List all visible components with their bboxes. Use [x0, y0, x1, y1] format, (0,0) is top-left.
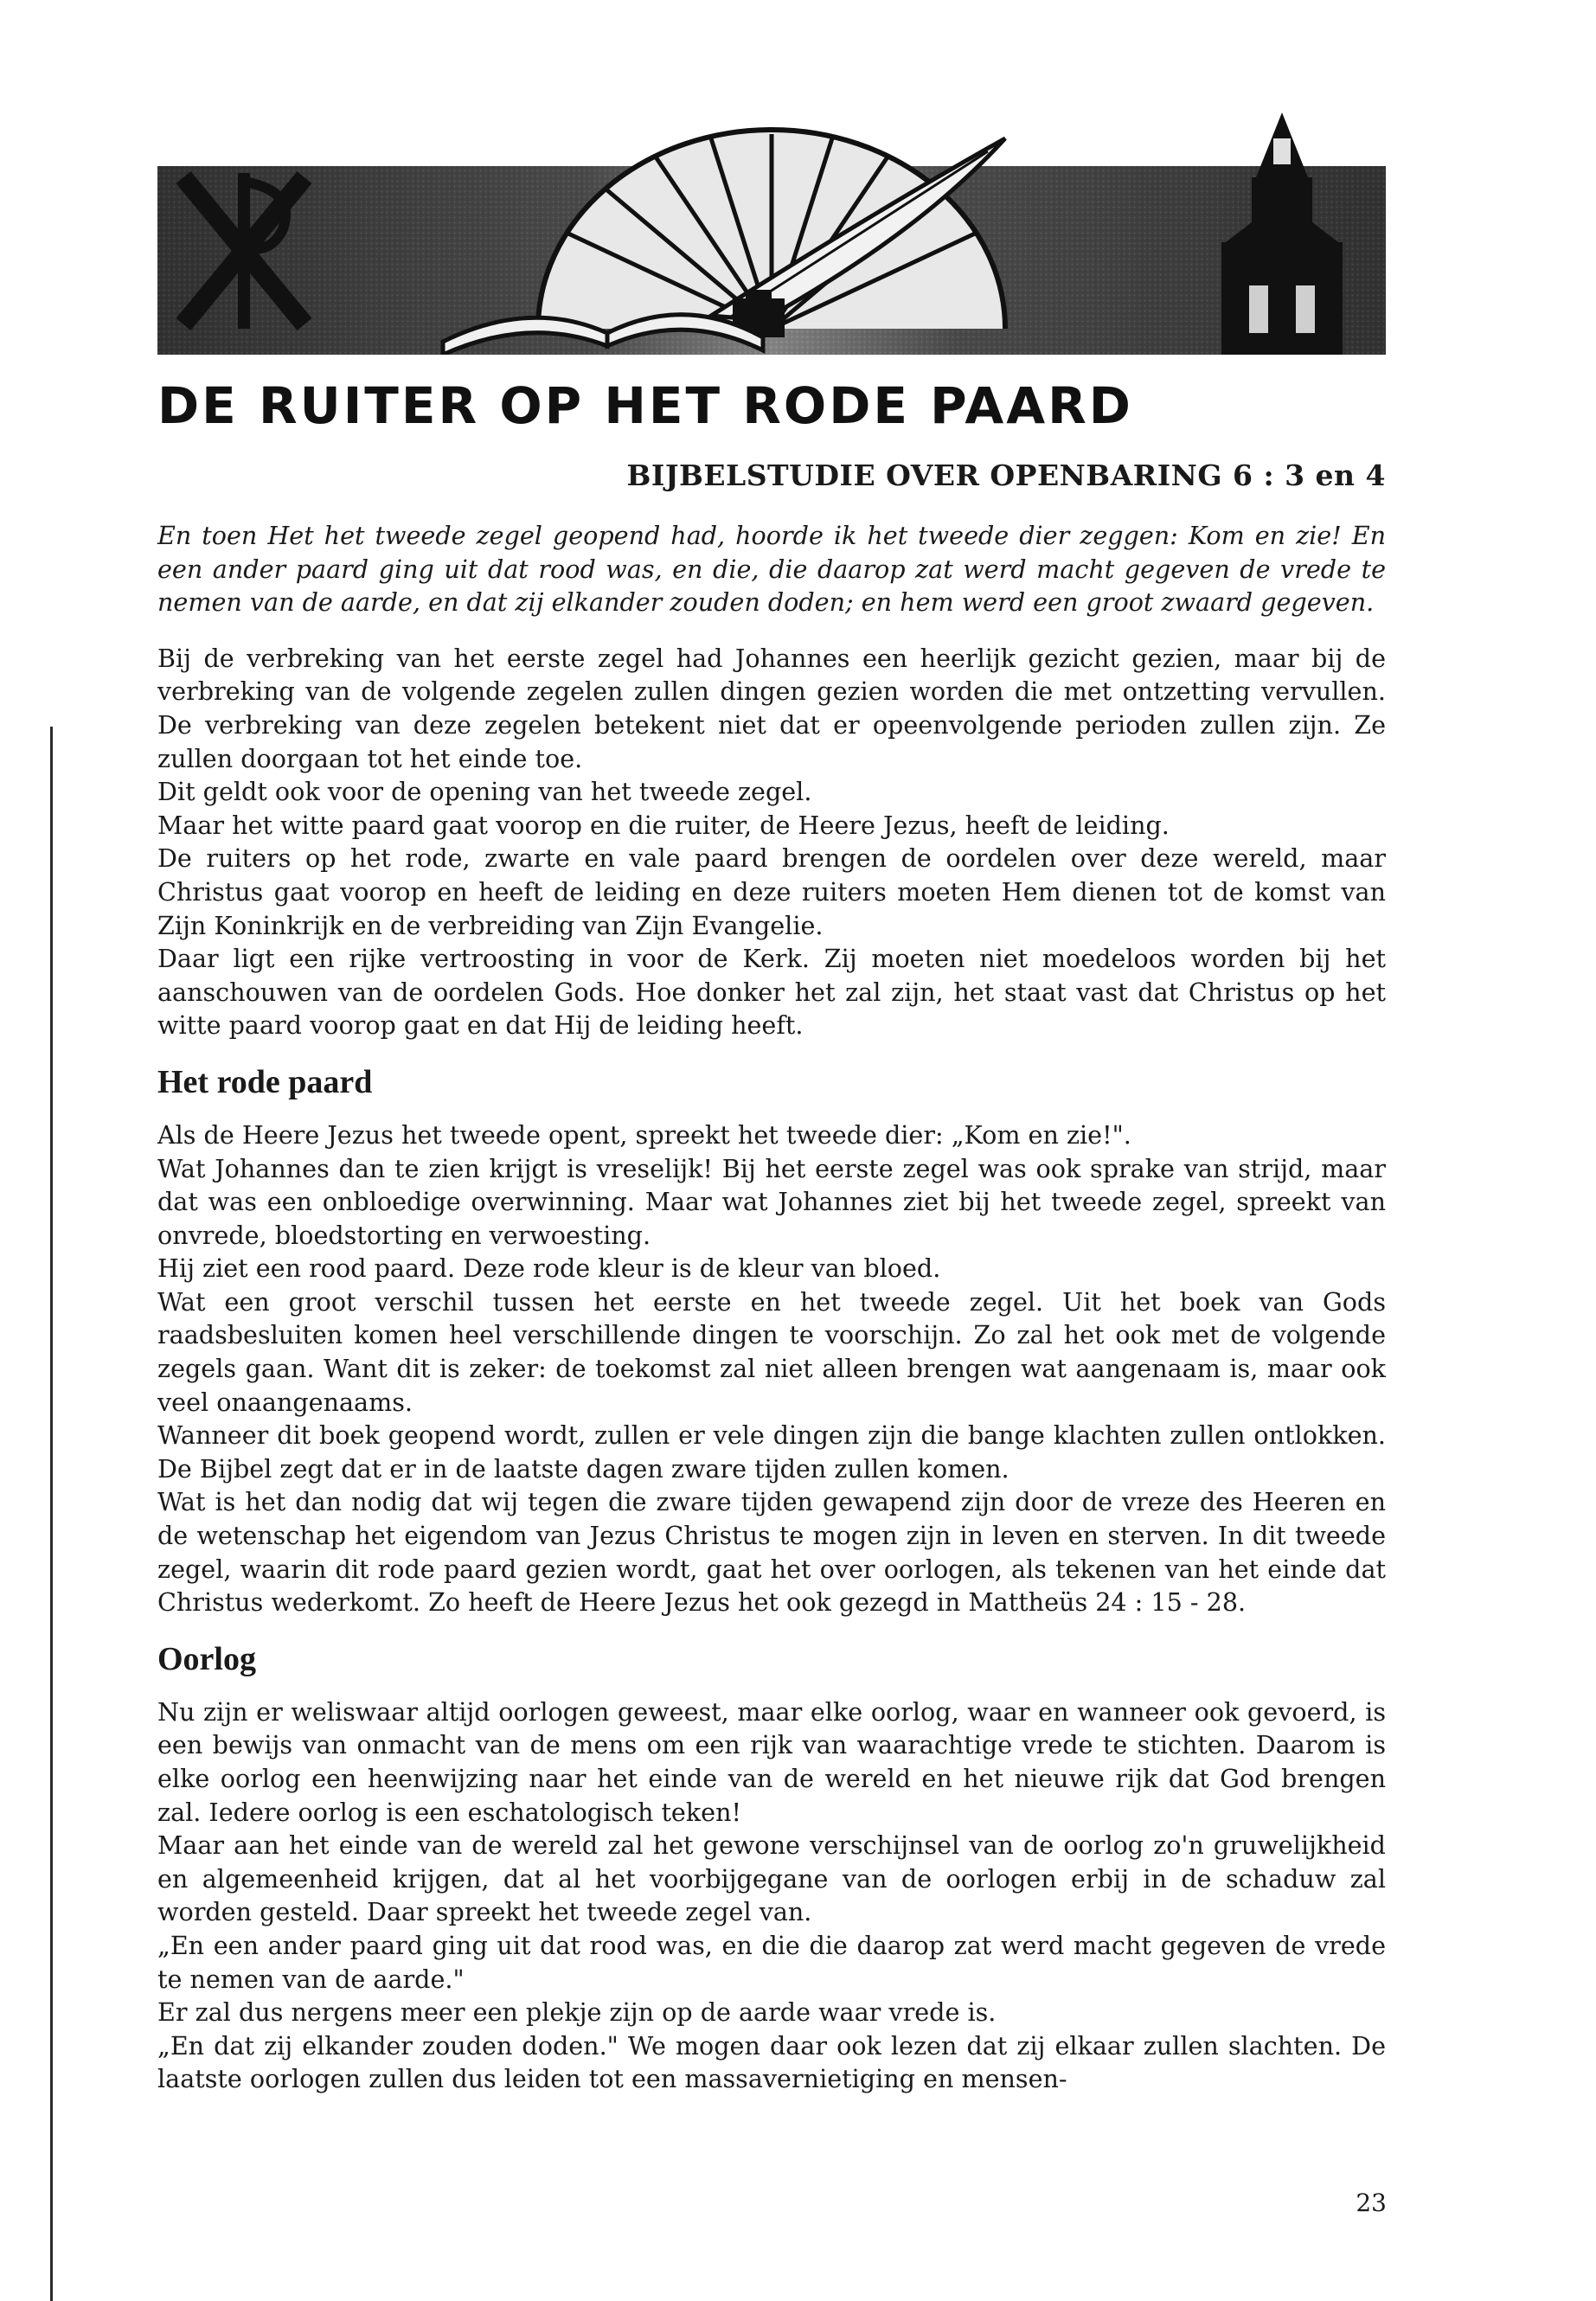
paragraph: Bij de verbreking van het eerste zegel had Johannes een heerlijk gezicht gezien, maar bij de verbreking van de volgende zegelen zullen dingen gezien worden die met ontzetting vervullen. De verbreking van deze zegelen betekent niet dat er opeenvolgende perioden zullen zijn. Ze zullen doorgaan tot het einde toe.: [157, 643, 1386, 773]
paragraph: Dit geldt ook voor de opening van het tweede zegel.: [157, 777, 812, 807]
paragraph: Maar aan het einde van de wereld zal het gewone verschijnsel van de oorlog zo'n gruwelijkheid en algemeenheid krijgen, dat al het voorbijgegane van de oorlogen erbij in de schaduw zal worden gesteld. Daar spreekt het tweede zegel van.: [157, 1830, 1386, 1927]
paragraph: Er zal dus nergens meer een plekje zijn op de aarde waar vrede is.: [157, 1997, 997, 2028]
page-number: 23: [1356, 2189, 1387, 2217]
church-icon: [1221, 112, 1343, 355]
paragraph: Wat een groot verschil tussen het eerste en het tweede zegel. Uit het boek van Gods raadsbesluiten komen heel verschillende dingen te voorschijn. Zo zal het ook met de volgende zegels gaan. Want dit is zeker: de toekomst zal niet alleen brengen wat aangenaam is, maar ook veel onaangenaams.: [157, 1286, 1386, 1417]
page-edge-rule: [50, 727, 53, 2301]
paragraph: Wat is het dan nodig dat wij tegen die zware tijden gewapend zijn door de vreze des Heeren en de wetenschap het eigendom van Jezus Christus te mogen zijn in leven en sterven. In dit tweede zegel, waarin dit rode paard gezien wordt, gaat het over oorlogen, als tekenen van het einde dat Christus wederkomt. Zo heeft de Heere Jezus het ook gezegd in Mattheüs 24 : 15 - 28.: [157, 1487, 1386, 1618]
paragraph: „En een ander paard ging uit dat rood was, en die die daarop zat werd macht gegeven de vrede te nemen van de aarde.": [157, 1930, 1386, 1994]
paragraph: De ruiters op het rode, zwarte en vale paard brengen de oordelen over deze wereld, maar Christus gaat voorop en heeft de leiding en deze ruiters moeten Hem dienen tot de komst van Zijn Koninkrijk en de verbreiding van Zijn Evangelie.: [157, 843, 1386, 940]
paragraph: Hij ziet een rood paard. Deze rode kleur is de kleur van bloed.: [157, 1253, 941, 1284]
paragraph: „En dat zij elkander zouden doden." We mogen daar ook lezen dat zij elkaar zullen slachten. De laatste oorlogen zullen dus leiden tot een massavernietiging en mensen-: [157, 2030, 1386, 2094]
paragraph: Daar ligt een rijke vertroosting in voor de Kerk. Zij moeten niet moedeloos worden bij het aanschouwen van de oordelen Gods. Hoe donker het zal zijn, het staat vast dat Christus op het witte paard voorop gaat en dat Hij de leiding heeft.: [157, 944, 1386, 1041]
header-banner: [157, 112, 1386, 355]
paragraph: Wanneer dit boek geopend wordt, zullen er vele dingen zijn die bange klachten zullen ontlokken. De Bijbel zegt dat er in de laatste dagen zware tijden zullen komen.: [157, 1420, 1386, 1484]
paragraph: Wat Johannes dan te zien krijgt is vreselijk! Bij het eerste zegel was ook sprake van strijd, maar dat was een onbloedige overwinning. Maar wat Johannes ziet bij het tweede zegel, spreekt van onvrede, bloedstorting en verwoesting.: [157, 1153, 1386, 1250]
paragraph: Als de Heere Jezus het tweede opent, spreekt het tweede dier: „Kom en zie!".: [157, 1119, 1131, 1150]
scripture-quote: En toen Het het tweede zegel geopend had, hoorde ik het tweede dier zeggen: Kom en zie! En een ander paard ging uit dat rood was, en die, die daarop zat werd macht gegeven de vrede te nemen van de aarde, en dat zij elkander zouden doden; en hem werd een groot zwaard gegeven.: [157, 521, 1386, 618]
banner-illustration: [157, 112, 1386, 355]
section-heading-oorlog: Oorlog: [157, 1640, 256, 1677]
paragraph: Maar het witte paard gaat voorop en die ruiter, de Heere Jezus, heeft de leiding.: [157, 810, 1170, 840]
section-heading-het-rode-paard: Het rode paard: [157, 1063, 373, 1100]
article-body: [157, 519, 1386, 2096]
article-subtitle: BIJBELSTUDIE OVER OPENBARING 6 : 3 en 4: [626, 458, 1386, 492]
paragraph: Nu zijn er weliswaar altijd oorlogen geweest, maar elke oorlog, waar en wanneer ook gevoerd, is een bewijs van onmacht van de mens om een rijk van waarachtige vrede te stichten. Daarom is elke oorlog een heenwijzing naar het einde van de wereld en het nieuwe rijk dat God brengen zal. Iedere oorlog is een eschatologisch teken!: [157, 1696, 1386, 1827]
article-title: DE RUITER OP HET RODE PAARD: [157, 376, 1133, 435]
